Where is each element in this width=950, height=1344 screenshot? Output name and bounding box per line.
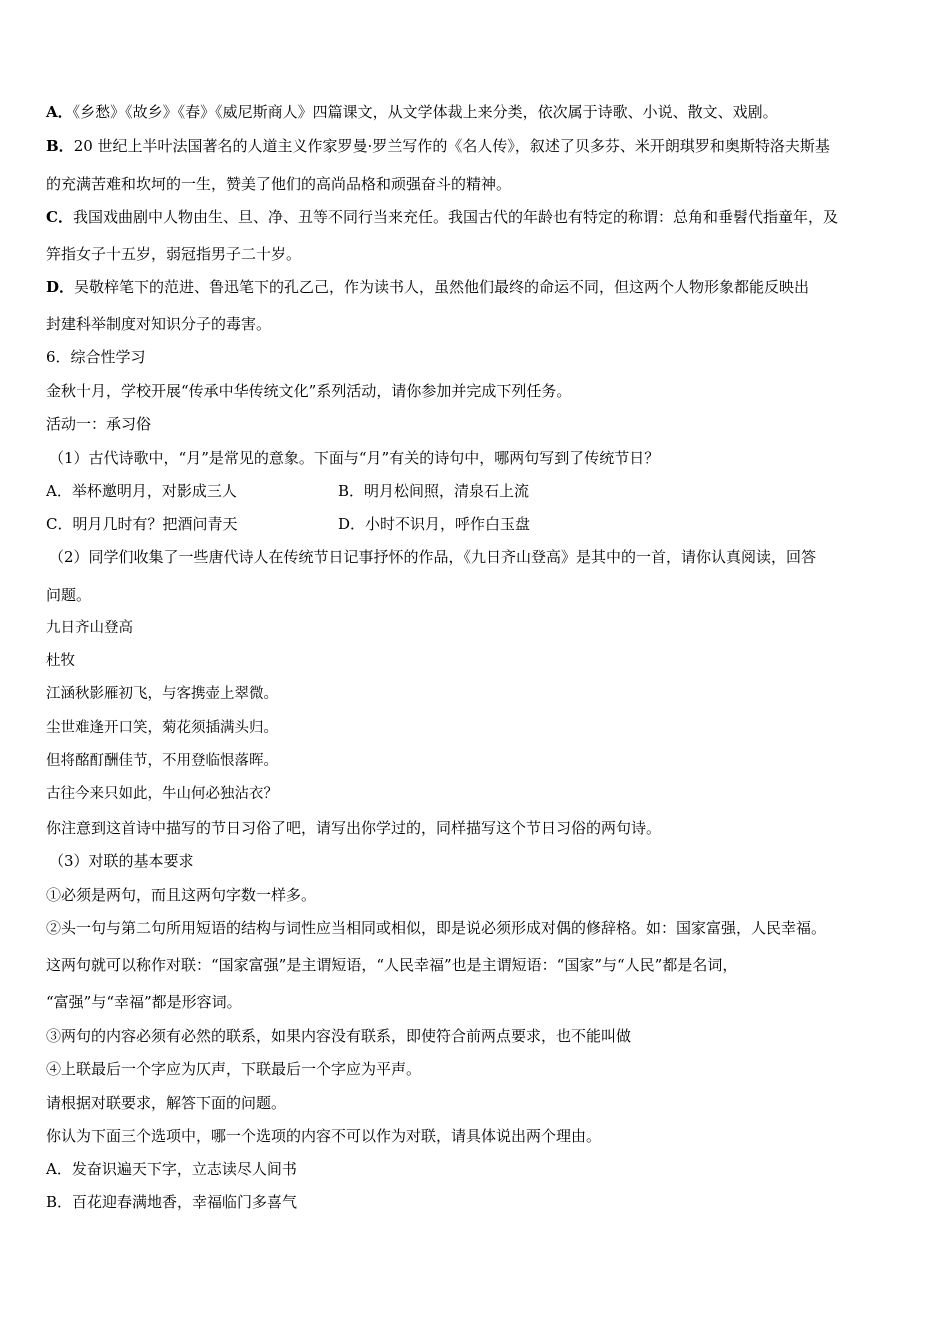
sub1-question: （1）古代诗歌中，“月”是常见的意象。下面与“月”有关的诗句中，哪两句写到了传统节日？ <box>49 449 660 467</box>
prev-option-b-cont: 的充满苦难和坎坷的一生，赞美了他们的高尚品格和顽强奋斗的精神。 <box>46 175 512 193</box>
prev-option-c-cont: 笄指女子十五岁，弱冠指男子二十岁。 <box>46 245 302 263</box>
option-text: 《乡愁》《故乡》《春》《威尼斯商人》四篇课文，从文学体裁上来分类，依次属于诗歌、小说、散文、戏剧。 <box>72 103 778 121</box>
prev-option-d-cont: 封建科举制度对知识分子的毒害。 <box>46 315 272 333</box>
sub3-title: （3）对联的基本要求 <box>49 852 194 870</box>
couplet-rule: ④上联最后一个字应为仄声，下联最后一个字应为平声。 <box>46 1060 422 1078</box>
sub3-instruction: 请根据对联要求，解答下面的问题。 <box>46 1094 287 1112</box>
sub1-option-b: B．明月松间照，清泉石上流 <box>338 482 530 500</box>
poem-line: 江涵秋影雁初飞，与客携壶上翠微。 <box>46 686 278 702</box>
option-label: D． <box>46 278 75 296</box>
option-label: C． <box>46 208 73 226</box>
sub2-task: 你注意到这首诗中描写的节日习俗了吧，请写出你学过的，同样描写这个节日习俗的两句诗。 <box>46 819 662 837</box>
sub2-question: （2）同学们收集了一些唐代诗人在传统节日记事抒怀的作品，《九日齐山登高》是其中的一首，请你认真阅读，回答 <box>49 548 817 566</box>
option-label: B． <box>46 137 74 155</box>
sub3-option-a: A．发奋识遍天下字，立志读尽人间书 <box>46 1160 297 1178</box>
activity-title: 活动一：承习俗 <box>46 415 152 433</box>
option-label: A． <box>46 103 73 121</box>
option-text: 吴敬梓笔下的范进、鲁迅笔下的孔乙己，作为读书人，虽然他们最终的命运不同，但这两个人物形象都能反映出 <box>74 278 810 296</box>
question-6-intro: 金秋十月，学校开展“传承中华传统文化”系列活动，请你参加并完成下列任务。 <box>46 382 572 400</box>
sub1-option-d: D．小时不识月，呼作白玉盘 <box>338 515 531 533</box>
couplet-rule: “富强”与“幸福”都是形容词。 <box>46 993 242 1011</box>
prev-option-d <box>46 277 809 297</box>
question-6-title: 6．综合性学习 <box>46 348 146 366</box>
prev-option-c <box>46 207 838 227</box>
prev-option-b <box>46 136 830 156</box>
poem-line: 但将酩酊酬佳节，不用登临恨落晖。 <box>46 753 278 769</box>
sub2-question-cont: 问题。 <box>46 586 92 604</box>
couplet-rule: 这两句就可以称作对联：“国家富强”是主谓短语，“人民幸福”也是主谓短语：“国家”与“人民”都是名词， <box>46 956 738 974</box>
couplet-rule: ①必须是两句，而且这两句字数一样多。 <box>46 886 317 904</box>
sub3-question: 你认为下面三个选项中，哪一个选项的内容不可以作为对联，请具体说出两个理由。 <box>46 1127 602 1145</box>
option-text: 20 世纪上半叶法国著名的人道主义作家罗曼·罗兰写作的《名人传》，叙述了贝多芬、米开朗琪罗和奥斯特洛夫斯基 <box>73 137 830 155</box>
poem-title: 九日齐山登高 <box>46 620 133 636</box>
couplet-rule: ②头一句与第二句所用短语的结构与词性应当相同或相似，即是说必须形成对偶的修辞格。如：国家富强，人民幸福。 <box>46 919 827 937</box>
sub1-option-c: C．明月几时有？把酒问青天 <box>46 515 238 533</box>
sub1-option-a: A．举杯邀明月，对影成三人 <box>46 482 237 500</box>
prev-option-a <box>46 102 778 122</box>
poem-line: 古往今来只如此，牛山何必独沾衣？ <box>46 786 278 802</box>
poem-line: 尘世难逢开口笑，菊花须插满头归。 <box>46 720 278 736</box>
sub3-option-b: B．百花迎春满地香，幸福临门多喜气 <box>46 1193 298 1211</box>
poem-author: 杜牧 <box>46 653 75 669</box>
option-text: 我国戏曲剧中人物由生、旦、净、丑等不同行当来充任。我国古代的年龄也有特定的称谓：总角和垂髫代指童年，及 <box>72 208 838 226</box>
couplet-rule: ③两句的内容必须有必然的联系，如果内容没有联系，即使符合前两点要求，也不能叫做 <box>46 1027 632 1045</box>
